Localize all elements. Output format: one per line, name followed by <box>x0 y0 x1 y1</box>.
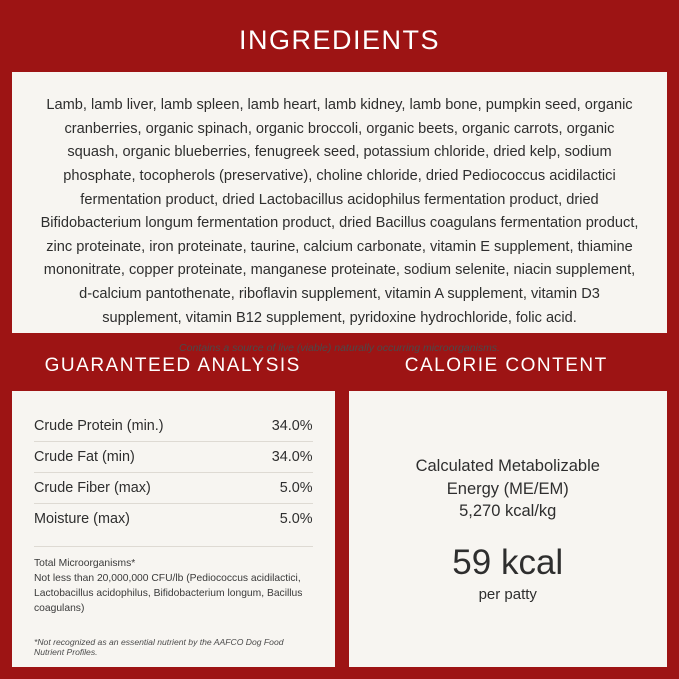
bottom-headings-row <box>12 355 667 377</box>
metabolizable-energy-label: Calculated Metabolizable Energy (ME/EM) <box>415 457 600 498</box>
ga-row-value: 5.0% <box>246 504 313 535</box>
guaranteed-analysis-card <box>12 391 335 667</box>
ga-row-label: Crude Fat (min) <box>34 442 246 473</box>
ingredients-note: Contains a source of live (viable) naturally occurring microorganisms. <box>179 342 500 355</box>
calories-per-patty-value: 59 kcal <box>452 542 564 582</box>
calorie-content-heading-wrap <box>340 355 668 377</box>
table-row <box>34 504 313 535</box>
ingredients-card <box>12 72 667 355</box>
table-row <box>34 411 313 442</box>
guaranteed-analysis-heading: GUARANTEED ANALYSIS <box>44 355 301 376</box>
microorganisms-heading: Total Microorganisms* <box>34 558 136 569</box>
ingredients-heading: INGREDIENTS <box>238 25 441 55</box>
ga-row-label: Crude Protein (min.) <box>34 418 164 434</box>
ga-row-value: 34.0% <box>271 418 313 434</box>
calorie-content-card <box>349 391 668 667</box>
table-row <box>34 442 313 473</box>
microorganisms-block <box>34 546 313 617</box>
microorganisms-text: Not less than 20,000,000 CFU/lb (Pediococcus acidilactici, Lactobacillus acidophilus, Bifidobacterium longum, Bacillus coagulans) <box>34 572 303 614</box>
ga-row-value: 5.0% <box>246 473 313 504</box>
guaranteed-analysis-table <box>34 411 313 534</box>
table-row <box>34 473 313 504</box>
ga-row-value: 34.0% <box>246 442 313 473</box>
calorie-content-heading: CALORIE CONTENT <box>404 355 608 376</box>
guaranteed-analysis-footnote: *Not recognized as an essential nutrient by the AAFCO Dog Food Nutrient Profiles. <box>34 637 284 657</box>
calories-per-patty-unit: per patty <box>478 585 537 603</box>
metabolizable-energy-value: 5,270 kcal/kg <box>459 501 557 520</box>
ga-row-label: Crude Fiber (max) <box>34 473 246 504</box>
bottom-cards-row <box>12 391 667 679</box>
guaranteed-analysis-heading-wrap <box>12 355 340 377</box>
ingredients-list-text: Lamb, lamb liver, lamb spleen, lamb heart, lamb kidney, lamb bone, pumpkin seed, organic cranberries, organic spinach, organic broccoli, organic beets, organic carrots, organic squash, organic blueberries, fenugreek seed, potassium chloride, dried kelp, sodium phosphate, tocopherols (preservative), choline chloride, dried Pediococcus acidilactici fermentation product, dried Lactobacillus acidophilus fermentation product, dried Bifidobacterium longum fermentation product, dried Bacillus coagulans fermentation product, zinc proteinate, iron proteinate, taurine, calcium carbonate, vitamin E supplement, thiamine mononitrate, copper proteinate, manganese proteinate, sodium selenite, niacin supplement, d-calcium pantothenate, riboflavin supplement, vitamin A supplement, vitamin D3 supplement, vitamin B12 supplement, pyridoxine hydrochloride, folic acid. <box>40 97 639 326</box>
ga-row-label: Moisture (max) <box>34 504 246 535</box>
